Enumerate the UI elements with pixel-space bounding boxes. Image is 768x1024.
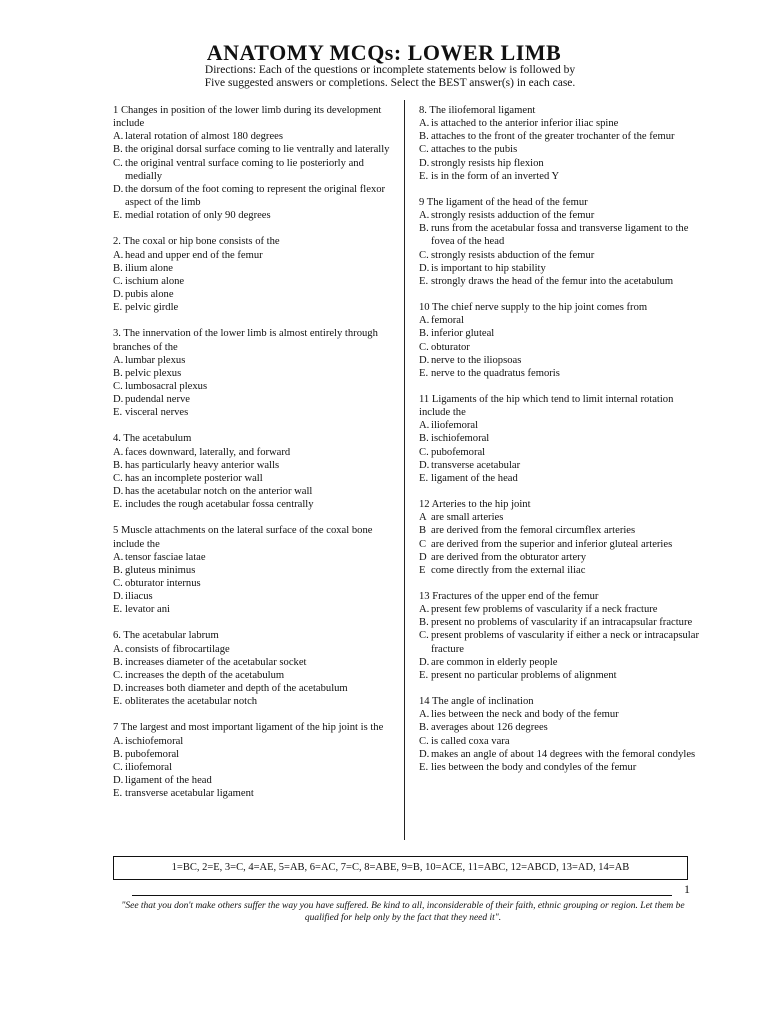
question-stem: 6. The acetabular labrum bbox=[113, 630, 219, 642]
answer-option bbox=[419, 262, 701, 275]
answer-option bbox=[113, 301, 399, 314]
answer-option bbox=[113, 472, 399, 485]
option-text: are derived from the superior and inferior gluteal arteries bbox=[431, 538, 673, 550]
answer-option bbox=[113, 774, 399, 787]
option-letter: B. bbox=[113, 656, 123, 668]
answer-option bbox=[113, 157, 399, 183]
option-letter: E. bbox=[419, 367, 429, 379]
option-text: levator ani bbox=[125, 604, 171, 616]
option-letter: E. bbox=[419, 170, 429, 182]
option-text: inferior gluteal bbox=[431, 328, 495, 340]
option-letter: C. bbox=[419, 446, 429, 458]
option-text: present few problems of vascularity if a neck fracture bbox=[431, 604, 658, 616]
directions-line: Five suggested answers or completions. Select the BEST answer(s) in each case. bbox=[204, 77, 576, 89]
option-letter: A. bbox=[419, 210, 430, 222]
option-letter: C bbox=[419, 538, 427, 550]
answer-option bbox=[113, 393, 399, 406]
answer-key: 1=BC, 2=E, 3=C, 4=AE, 5=AB, 6=AC, 7=C, 8=ABE, 9=B, 10=ACE, 11=ABC, 12=ABCD, 13=AD, 14=AB bbox=[113, 856, 688, 880]
answer-option bbox=[419, 354, 701, 367]
option-letter: B. bbox=[113, 564, 123, 576]
option-text: faces downward, laterally, and forward bbox=[125, 446, 291, 458]
option-letter: E. bbox=[113, 788, 123, 800]
option-text: obliterates the acetabular notch bbox=[125, 696, 258, 708]
answer-option bbox=[419, 327, 701, 340]
answer-option bbox=[419, 341, 701, 354]
option-text: ischiofemoral bbox=[431, 433, 490, 445]
answer-option bbox=[419, 117, 701, 130]
option-text: is attached to the anterior inferior iliac spine bbox=[431, 118, 619, 130]
question-block bbox=[419, 196, 701, 288]
option-text: attaches to the front of the greater trochanter of the femur bbox=[431, 131, 675, 143]
option-letter: C. bbox=[419, 630, 429, 642]
question-block bbox=[419, 301, 701, 380]
option-letter: D. bbox=[419, 157, 430, 169]
option-text: pubofemoral bbox=[125, 748, 180, 760]
option-text: obturator internus bbox=[125, 578, 201, 589]
option-text: lies between the neck and body of the femur bbox=[431, 709, 619, 721]
option-letter: D. bbox=[419, 748, 430, 760]
question-stem: 14 The angle of inclination bbox=[419, 696, 534, 708]
question-block bbox=[113, 721, 399, 800]
option-letter: E bbox=[419, 564, 426, 576]
option-letter: C. bbox=[419, 144, 429, 156]
answer-option bbox=[113, 354, 399, 367]
question-stem: 11 Ligaments of the hip which tend to limit internal rotation include the bbox=[419, 393, 674, 419]
option-text: ligament of the head bbox=[431, 472, 518, 484]
option-text: pelvic plexus bbox=[125, 367, 182, 379]
option-text: iliofemoral bbox=[431, 420, 479, 432]
option-letter: A. bbox=[113, 131, 124, 143]
option-text: strongly draws the head of the femur into the acetabulum bbox=[431, 275, 674, 287]
option-text: present problems of vascularity if either a neck or intracapsular fracture bbox=[431, 630, 699, 655]
option-text: iliofemoral bbox=[125, 761, 173, 773]
option-letter: A. bbox=[113, 551, 124, 563]
answer-option bbox=[113, 577, 399, 590]
question-stem: 8. The iliofemoral ligament bbox=[419, 105, 536, 116]
answer-option bbox=[419, 130, 701, 143]
option-text: present no problems of vascularity if an intracapsular fracture bbox=[431, 617, 693, 629]
option-text: includes the rough acetabular fossa centrally bbox=[125, 499, 314, 511]
question-block bbox=[419, 695, 701, 774]
option-text: strongly resists abduction of the femur bbox=[431, 249, 595, 261]
option-text: has particularly heavy anterior walls bbox=[125, 459, 280, 471]
option-letter: B. bbox=[419, 223, 429, 235]
answer-option bbox=[113, 485, 399, 498]
answer-option bbox=[113, 748, 399, 761]
answer-option bbox=[419, 209, 701, 222]
option-letter: C. bbox=[419, 341, 429, 353]
option-letter: D. bbox=[113, 591, 124, 603]
answer-option bbox=[419, 616, 701, 629]
option-text: head and upper end of the femur bbox=[125, 249, 263, 261]
directions-line: Directions: Each of the questions or incomplete statements below is followed by bbox=[204, 64, 576, 76]
option-letter: E. bbox=[113, 604, 123, 616]
option-text: transverse acetabular ligament bbox=[125, 788, 254, 800]
option-text: transverse acetabular bbox=[431, 459, 521, 471]
option-letter: E. bbox=[113, 407, 123, 419]
option-text: are common in elderly people bbox=[431, 656, 558, 668]
option-letter: A. bbox=[113, 735, 124, 747]
option-text: come directly from the external iliac bbox=[431, 564, 586, 576]
answer-option bbox=[113, 183, 399, 209]
answer-option bbox=[419, 721, 701, 734]
option-text: tensor fasciae latae bbox=[125, 551, 206, 563]
option-text: is in the form of an inverted Y bbox=[431, 170, 560, 182]
option-text: makes an angle of about 14 degrees with the femoral condyles bbox=[431, 748, 696, 760]
option-letter: D. bbox=[419, 459, 430, 471]
option-letter: D. bbox=[419, 262, 430, 274]
question-stem: 4. The acetabulum bbox=[113, 433, 192, 445]
option-letter: B. bbox=[419, 131, 429, 143]
option-text: lateral rotation of almost 180 degrees bbox=[125, 131, 283, 143]
option-text: femoral bbox=[431, 315, 464, 327]
answer-option bbox=[419, 564, 701, 577]
footer-rule bbox=[132, 895, 672, 896]
answer-option bbox=[113, 551, 399, 564]
answer-option bbox=[113, 406, 399, 419]
answer-option bbox=[419, 761, 701, 774]
option-letter: B. bbox=[113, 367, 123, 379]
option-text: pelvic girdle bbox=[125, 302, 179, 314]
question-block bbox=[113, 432, 399, 511]
answer-option bbox=[113, 209, 399, 222]
option-text: increases both diameter and depth of the acetabulum bbox=[125, 683, 348, 695]
option-letter: E. bbox=[419, 761, 429, 773]
answer-option bbox=[113, 367, 399, 380]
answer-option bbox=[113, 761, 399, 774]
option-letter: B. bbox=[419, 617, 429, 629]
answer-option bbox=[419, 419, 701, 432]
question-stem: 13 Fractures of the upper end of the femur bbox=[419, 591, 599, 602]
option-letter: C. bbox=[113, 761, 123, 773]
answer-option bbox=[113, 735, 399, 748]
option-text: iliacus bbox=[125, 591, 153, 603]
question-stem: 2. The coxal or hip bone consists of the bbox=[113, 236, 280, 248]
option-letter: B. bbox=[419, 722, 429, 734]
question-stem: 12 Arteries to the hip joint bbox=[419, 499, 531, 511]
option-letter: C. bbox=[419, 249, 429, 261]
answer-option bbox=[419, 538, 701, 551]
option-letter: E. bbox=[113, 302, 123, 314]
option-text: pubis alone bbox=[125, 289, 174, 301]
option-text: pubofemoral bbox=[431, 446, 486, 458]
option-text: is called coxa vara bbox=[431, 735, 510, 747]
option-letter: D. bbox=[419, 354, 430, 366]
option-text: ischiofemoral bbox=[125, 735, 184, 747]
option-letter: C. bbox=[113, 275, 123, 287]
column-divider bbox=[404, 100, 405, 840]
option-text: the original dorsal surface coming to lie ventrally and laterally bbox=[125, 144, 390, 156]
option-text: visceral nerves bbox=[125, 407, 189, 419]
answer-option bbox=[113, 590, 399, 603]
option-letter: B. bbox=[113, 748, 123, 760]
option-text: increases diameter of the acetabular socket bbox=[125, 656, 307, 668]
option-text: has the acetabular notch on the anterior wall bbox=[125, 486, 313, 498]
option-text: has an incomplete posterior wall bbox=[125, 472, 263, 484]
question-block bbox=[113, 235, 399, 314]
answer-option bbox=[113, 130, 399, 143]
answer-option bbox=[419, 157, 701, 170]
answer-option bbox=[419, 748, 701, 761]
option-letter: C. bbox=[113, 380, 123, 392]
option-letter: B. bbox=[419, 433, 429, 445]
question-block bbox=[419, 590, 701, 682]
answer-option bbox=[419, 275, 701, 288]
question-block bbox=[419, 498, 701, 577]
answer-option bbox=[419, 314, 701, 327]
option-letter: A. bbox=[419, 118, 430, 130]
option-text: strongly resists hip flexion bbox=[431, 157, 544, 169]
page-title: ANATOMY MCQs: LOWER LIMB bbox=[206, 40, 562, 65]
answer-option bbox=[113, 380, 399, 393]
answer-option bbox=[419, 524, 701, 537]
answer-option bbox=[419, 551, 701, 564]
option-letter: A. bbox=[419, 709, 430, 721]
answer-option bbox=[419, 472, 701, 485]
option-text: averages about 126 degrees bbox=[431, 722, 548, 734]
right-column bbox=[419, 104, 701, 787]
answer-option bbox=[419, 708, 701, 721]
option-letter: E. bbox=[113, 210, 123, 222]
option-text: lies between the body and condyles of the femur bbox=[431, 761, 637, 773]
question-block bbox=[419, 104, 701, 183]
question-block bbox=[113, 629, 399, 708]
footer-quote: "See that you don't make others suffer the way you have suffered. Be kind to all, inconsiderable of their faith, ethnic grouping or region. Let them be qualified for help only by the fact that they need it". bbox=[121, 901, 685, 923]
option-letter: C. bbox=[113, 157, 123, 169]
option-text: are derived from the femoral circumflex arteries bbox=[431, 525, 636, 537]
option-text: lumbosacral plexus bbox=[125, 380, 208, 392]
option-text: obturator bbox=[431, 341, 470, 353]
option-letter: A. bbox=[419, 604, 430, 616]
left-column bbox=[113, 104, 399, 813]
option-text: are derived from the obturator artery bbox=[431, 551, 587, 563]
answer-option bbox=[113, 564, 399, 577]
question-block bbox=[113, 327, 399, 419]
option-text: pudendal nerve bbox=[125, 394, 191, 406]
answer-option bbox=[419, 603, 701, 616]
option-letter: E. bbox=[113, 499, 123, 511]
option-letter: B. bbox=[419, 328, 429, 340]
answer-option bbox=[419, 367, 701, 380]
option-text: ligament of the head bbox=[125, 775, 212, 787]
answer-option bbox=[113, 656, 399, 669]
answer-option bbox=[419, 446, 701, 459]
answer-option bbox=[113, 275, 399, 288]
option-letter: E. bbox=[419, 472, 429, 484]
option-letter: D. bbox=[113, 775, 124, 787]
answer-option bbox=[113, 603, 399, 616]
question-stem: 9 The ligament of the head of the femur bbox=[419, 196, 588, 208]
answer-option bbox=[113, 669, 399, 682]
option-letter: D. bbox=[113, 683, 124, 695]
option-text: lumbar plexus bbox=[125, 354, 186, 366]
question-block bbox=[113, 524, 399, 616]
option-text: runs from the acetabular fossa and transverse ligament to the fovea of the head bbox=[431, 223, 689, 248]
option-letter: A. bbox=[113, 446, 124, 458]
answer-option bbox=[419, 459, 701, 472]
option-letter: E. bbox=[419, 275, 429, 287]
option-letter: B bbox=[419, 525, 427, 537]
answer-option bbox=[419, 170, 701, 183]
answer-option bbox=[113, 498, 399, 511]
answer-option bbox=[113, 143, 399, 156]
option-letter: D. bbox=[113, 183, 124, 195]
option-letter: A. bbox=[419, 315, 430, 327]
answer-option bbox=[113, 288, 399, 301]
question-block bbox=[419, 393, 701, 485]
option-letter: A. bbox=[113, 643, 124, 655]
directions bbox=[190, 64, 590, 90]
option-text: nerve to the iliopsoas bbox=[431, 354, 522, 366]
option-letter: A. bbox=[113, 354, 124, 366]
page-number: 1 bbox=[684, 882, 690, 896]
answer-option bbox=[113, 262, 399, 275]
option-text: is important to hip stability bbox=[431, 262, 546, 274]
option-letter: D. bbox=[113, 289, 124, 301]
option-letter: C. bbox=[113, 669, 123, 681]
option-letter: B. bbox=[113, 262, 123, 274]
answer-option bbox=[419, 656, 701, 669]
option-letter: C. bbox=[419, 735, 429, 747]
option-letter: B. bbox=[113, 459, 123, 471]
answer-option bbox=[113, 446, 399, 459]
option-text: attaches to the pubis bbox=[431, 144, 518, 156]
answer-option bbox=[113, 643, 399, 656]
question-stem: 3. The innervation of the lower limb is almost entirely through branches of the bbox=[113, 328, 378, 353]
option-letter: C. bbox=[113, 578, 123, 589]
answer-option bbox=[419, 511, 701, 524]
option-letter: D bbox=[419, 551, 427, 563]
option-text: gluteus minimus bbox=[125, 564, 196, 576]
answer-option bbox=[419, 249, 701, 262]
answer-option bbox=[419, 735, 701, 748]
option-text: medial rotation of only 90 degrees bbox=[125, 210, 271, 222]
option-letter: C. bbox=[113, 472, 123, 484]
question-block bbox=[113, 104, 399, 222]
option-text: nerve to the quadratus femoris bbox=[431, 367, 560, 379]
question-stem: 10 The chief nerve supply to the hip joint comes from bbox=[419, 302, 648, 314]
option-letter: E. bbox=[419, 669, 429, 681]
question-stem: 5 Muscle attachments on the lateral surface of the coxal bone include the bbox=[113, 525, 373, 550]
option-letter: A. bbox=[113, 249, 124, 261]
answer-option bbox=[419, 669, 701, 682]
option-letter: D. bbox=[113, 486, 124, 498]
option-letter: D. bbox=[419, 656, 430, 668]
option-letter: B. bbox=[113, 144, 123, 156]
answer-option bbox=[419, 629, 701, 655]
answer-option bbox=[419, 143, 701, 156]
option-letter: A. bbox=[419, 420, 430, 432]
option-text: the dorsum of the foot coming to represent the original flexor aspect of the limb bbox=[125, 183, 386, 209]
option-letter: E. bbox=[113, 696, 123, 708]
answer-option bbox=[419, 432, 701, 445]
answer-option bbox=[419, 222, 701, 248]
option-text: the original ventral surface coming to lie posteriorly and medially bbox=[125, 157, 364, 182]
question-stem: 1 Changes in position of the lower limb during its development include bbox=[113, 105, 382, 130]
option-letter: A bbox=[419, 512, 427, 524]
option-text: strongly resists adduction of the femur bbox=[431, 210, 595, 222]
option-letter: D. bbox=[113, 394, 124, 406]
answer-option bbox=[113, 682, 399, 695]
option-text: ilium alone bbox=[125, 262, 173, 274]
answer-option bbox=[113, 459, 399, 472]
answer-option bbox=[113, 249, 399, 262]
question-stem: 7 The largest and most important ligament of the hip joint is the bbox=[113, 722, 384, 734]
answer-option bbox=[113, 695, 399, 708]
option-text: present no particular problems of alignment bbox=[431, 669, 617, 681]
option-text: consists of fibrocartilage bbox=[125, 643, 230, 655]
answer-option bbox=[113, 787, 399, 800]
option-text: increases the depth of the acetabulum bbox=[125, 669, 285, 681]
option-text: are small arteries bbox=[431, 512, 504, 524]
option-text: ischium alone bbox=[125, 275, 185, 287]
